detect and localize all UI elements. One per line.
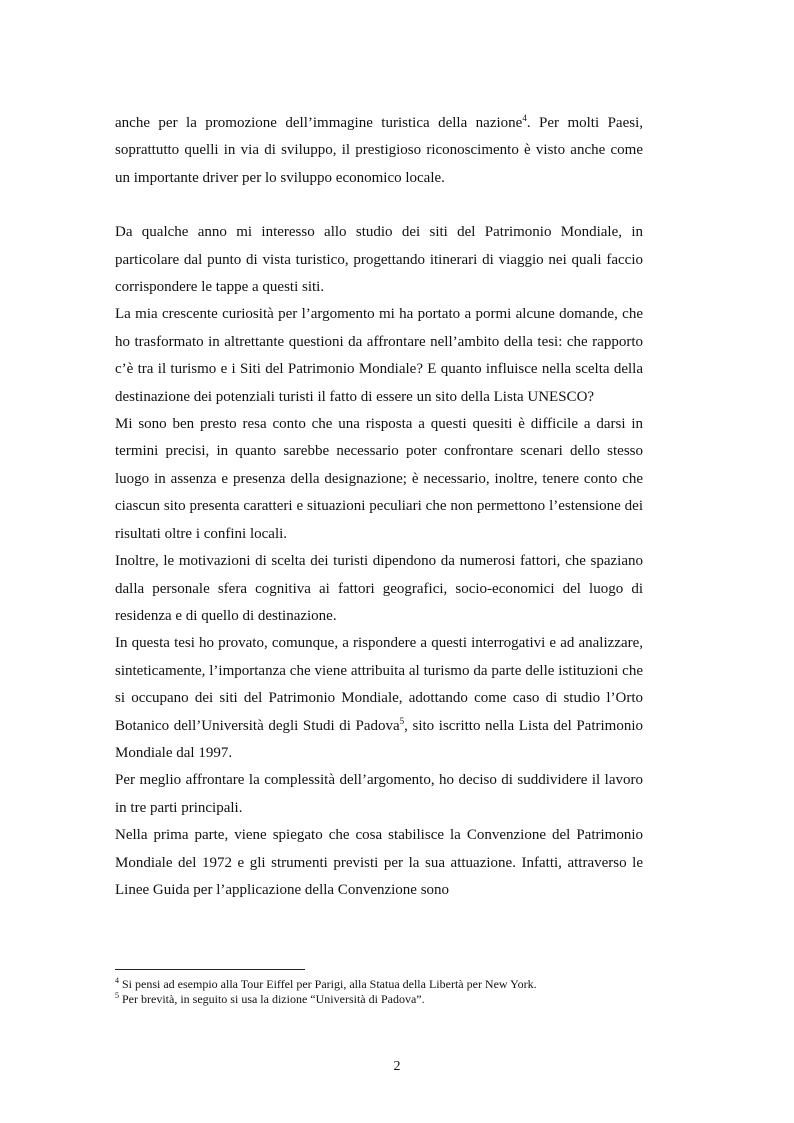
paragraph-4: Mi sono ben presto resa conto che una risposta a questi quesiti è difficile a darsi in termini precisi, in quanto sarebbe necessario poter confrontare scenari dello stesso luogo in assenza e presenza della designazione; è necessario, inoltre, tenere conto che ciascun sito presenta caratteri e situazioni peculiari che non permettono l’estensione dei risultati oltre i confini locali. [115, 416, 643, 542]
paragraph-1-text: anche per la promozione dell’immagine turistica della nazione [115, 115, 523, 131]
paragraph-1 [115, 110, 643, 192]
footnote-number: 4 [115, 976, 119, 985]
page-body [115, 110, 643, 904]
footnote-5 [115, 992, 655, 1007]
paragraph-5: Inoltre, le motivazioni di scelta dei turisti dipendono da numerosi fattori, che spaziano dalla personale sfera cognitiva ai fattori geografici, socio-economici del luogo di residenza e di quello di destinazione. [115, 553, 643, 624]
paragraph-6-text: In questa tesi ho provato, comunque, a rispondere a questi interrogativi e ad analizzare, sinteticamente, l’importanza che viene attribuita al turismo da parte delle istituzioni che si occupano dei siti del Patrimonio Mondiale, adottando come caso di studio l’Orto Botanico dell’Università degli Studi di Padova [115, 635, 643, 734]
footnote-text: Si pensi ad esempio alla Tour Eiffel per Parigi, alla Statua della Libertà per New York. [119, 977, 537, 991]
footnote-number: 5 [115, 991, 119, 1000]
footnote-text: Per brevità, in seguito si usa la dizione “Università di Padova”. [119, 992, 425, 1006]
footnote-separator [115, 969, 305, 970]
footnotes [115, 977, 655, 1007]
paragraph-6-text-cont: , sito iscritto nella Lista del Patrimonio Mondiale dal 1997. [115, 717, 644, 761]
footnote-4 [115, 977, 655, 992]
paragraph-1-text-cont: . Per molti Paesi, soprattutto quelli in via di sviluppo, il prestigioso riconoscimento è visto anche come un importante driver per lo sviluppo economico locale. [115, 115, 644, 186]
paragraph-2: Da qualche anno mi interesso allo studio dei siti del Patrimonio Mondiale, in particolare dal punto di vista turistico, progettando itinerari di viaggio nei quali faccio corrispondere le tappe a questi siti. [115, 224, 643, 296]
paragraph-3: La mia crescente curiosità per l’argomento mi ha portato a pormi alcune domande, che ho trasformato in altrettante questioni da affrontare nell’ambito della tesi: che rapporto c’è tra il turismo e i Siti del Patrimonio Mondiale? E quanto influisce nella scelta della destinazione dei potenziali turisti il fatto di essere un sito della Lista UNESCO? [115, 306, 643, 405]
page-number: 2 [393, 1059, 401, 1074]
footnote-ref-4[interactable]: 4 [522, 113, 527, 123]
paragraph-6 [115, 630, 643, 767]
paragraph-7: Per meglio affrontare la complessità dell’argomento, ho deciso di suddividere il lavoro in tre parti principali. [115, 772, 643, 816]
paragraph-8: Nella prima parte, viene spiegato che cosa stabilisce la Convenzione del Patrimonio Mondiale del 1972 e gli strumenti previsti per la sua attuazione. Infatti, attraverso le Linee Guida per l’applicazione della Convenzione sono [115, 827, 643, 898]
footnote-ref-5[interactable]: 5 [399, 715, 405, 726]
